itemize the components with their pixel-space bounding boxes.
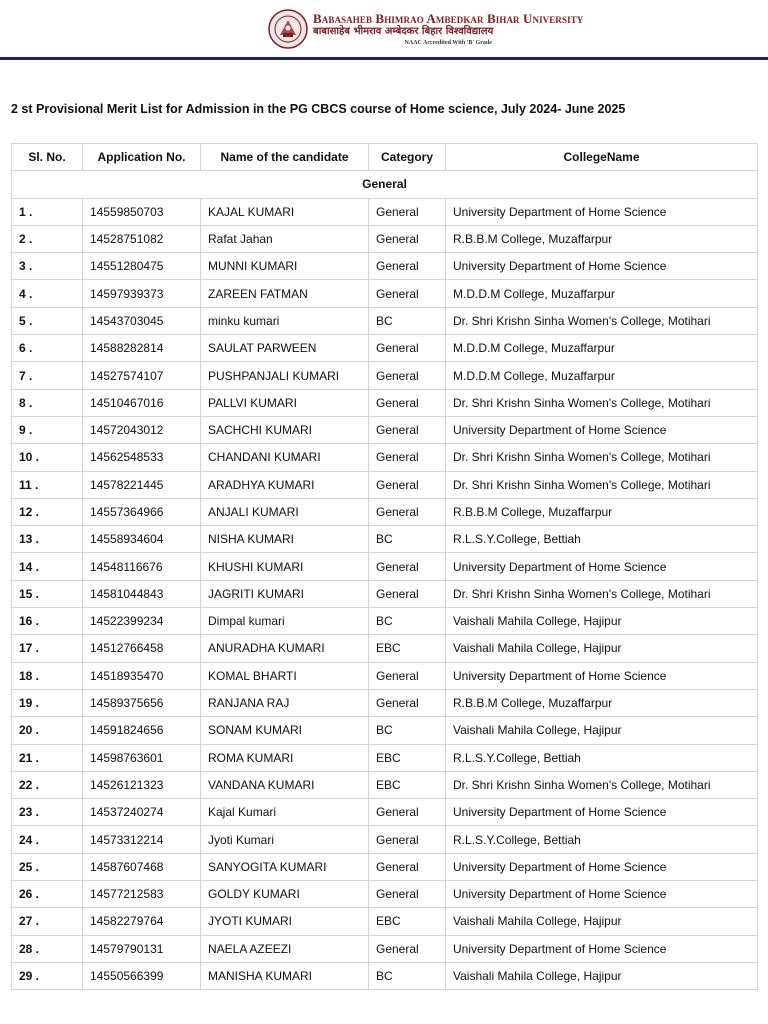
candidate-name-cell: SACHCHI KUMARI	[201, 416, 369, 443]
application-no-cell: 14526121323	[83, 771, 201, 798]
category-cell: BC	[369, 526, 446, 553]
category-cell: General	[369, 689, 446, 716]
application-no-cell: 14543703045	[83, 307, 201, 334]
table-row	[12, 717, 758, 744]
sl-no-cell: 2 .	[12, 225, 83, 252]
college-name-cell: Dr. Shri Krishn Sinha Women's College, Motihari	[446, 471, 758, 498]
sl-no-cell: 11 .	[12, 471, 83, 498]
college-name-cell: Dr. Shri Krishn Sinha Women's College, Motihari	[446, 580, 758, 607]
candidate-name-cell: Kajal Kumari	[201, 799, 369, 826]
college-name-cell: R.B.B.M College, Muzaffarpur	[446, 689, 758, 716]
college-name-cell: Vaishali Mahila College, Hajipur	[446, 717, 758, 744]
category-cell: General	[369, 280, 446, 307]
college-name-cell: M.D.D.M College, Muzaffarpur	[446, 335, 758, 362]
category-cell: General	[369, 498, 446, 525]
category-cell: General	[369, 389, 446, 416]
candidate-name-cell: JYOTI KUMARI	[201, 908, 369, 935]
candidate-name-cell: PUSHPANJALI KUMARI	[201, 362, 369, 389]
college-name-cell: University Department of Home Science	[446, 881, 758, 908]
sl-no-cell: 12 .	[12, 498, 83, 525]
college-name-cell: University Department of Home Science	[446, 553, 758, 580]
table-row	[12, 526, 758, 553]
sl-no-cell: 15 .	[12, 580, 83, 607]
college-name-cell: University Department of Home Science	[446, 253, 758, 280]
table-row	[12, 580, 758, 607]
candidate-name-cell: NISHA KUMARI	[201, 526, 369, 553]
table-row	[12, 935, 758, 962]
candidate-name-cell: JAGRITI KUMARI	[201, 580, 369, 607]
college-name-cell: R.L.S.Y.College, Bettiah	[446, 744, 758, 771]
candidate-name-cell: PALLVI KUMARI	[201, 389, 369, 416]
column-header-category: Category	[369, 144, 446, 171]
table-row	[12, 826, 758, 853]
category-cell: General	[369, 362, 446, 389]
sl-no-cell: 14 .	[12, 553, 83, 580]
category-cell: General	[369, 799, 446, 826]
category-cell: BC	[369, 307, 446, 334]
column-header-sl-no: Sl. No.	[12, 144, 83, 171]
table-row	[12, 307, 758, 334]
application-no-cell: 14587607468	[83, 853, 201, 880]
category-cell: EBC	[369, 908, 446, 935]
category-cell: General	[369, 225, 446, 252]
table-row	[12, 662, 758, 689]
category-cell: General	[369, 881, 446, 908]
application-no-cell: 14577212583	[83, 881, 201, 908]
application-no-cell: 14588282814	[83, 335, 201, 362]
sl-no-cell: 16 .	[12, 608, 83, 635]
sl-no-cell: 20 .	[12, 717, 83, 744]
sl-no-cell: 10 .	[12, 444, 83, 471]
table-row	[12, 362, 758, 389]
college-name-cell: Dr. Shri Krishn Sinha Women's College, Motihari	[446, 771, 758, 798]
table-row	[12, 253, 758, 280]
merit-list-table	[11, 143, 758, 990]
category-cell: General	[369, 826, 446, 853]
college-name-cell: Vaishali Mahila College, Hajipur	[446, 908, 758, 935]
group-label: General	[12, 171, 758, 198]
sl-no-cell: 5 .	[12, 307, 83, 334]
application-no-cell: 14597939373	[83, 280, 201, 307]
column-header-college-name: CollegeName	[446, 144, 758, 171]
accreditation-text: NAAC Accredited With 'B' Grade	[404, 40, 492, 46]
application-no-cell: 14558934604	[83, 526, 201, 553]
table-row	[12, 744, 758, 771]
table-row	[12, 635, 758, 662]
sl-no-cell: 19 .	[12, 689, 83, 716]
application-no-cell: 14528751082	[83, 225, 201, 252]
application-no-cell: 14550566399	[83, 962, 201, 989]
college-name-cell: R.L.S.Y.College, Bettiah	[446, 526, 758, 553]
college-name-cell: Dr. Shri Krishn Sinha Women's College, Motihari	[446, 444, 758, 471]
sl-no-cell: 9 .	[12, 416, 83, 443]
candidate-name-cell: Dimpal kumari	[201, 608, 369, 635]
candidate-name-cell: RANJANA RAJ	[201, 689, 369, 716]
sl-no-cell: 7 .	[12, 362, 83, 389]
candidate-name-cell: KHUSHI KUMARI	[201, 553, 369, 580]
sl-no-cell: 24 .	[12, 826, 83, 853]
application-no-cell: 14557364966	[83, 498, 201, 525]
category-cell: General	[369, 416, 446, 443]
college-name-cell: R.B.B.M College, Muzaffarpur	[446, 498, 758, 525]
college-name-cell: University Department of Home Science	[446, 662, 758, 689]
sl-no-cell: 29 .	[12, 962, 83, 989]
application-no-cell: 14537240274	[83, 799, 201, 826]
college-name-cell: Vaishali Mahila College, Hajipur	[446, 608, 758, 635]
university-name-hindi: बाबासाहेब भीमराव अम्बेदकर बिहार विश्वविद्यालय	[313, 26, 494, 37]
application-no-cell: 14581044843	[83, 580, 201, 607]
candidate-name-cell: GOLDY KUMARI	[201, 881, 369, 908]
table-row	[12, 908, 758, 935]
category-cell: General	[369, 335, 446, 362]
application-no-cell: 14598763601	[83, 744, 201, 771]
category-cell: EBC	[369, 744, 446, 771]
college-name-cell: M.D.D.M College, Muzaffarpur	[446, 362, 758, 389]
application-no-cell: 14582279764	[83, 908, 201, 935]
candidate-name-cell: Jyoti Kumari	[201, 826, 369, 853]
application-no-cell: 14589375656	[83, 689, 201, 716]
table-row	[12, 471, 758, 498]
category-cell: General	[369, 553, 446, 580]
table-row	[12, 689, 758, 716]
college-name-cell: M.D.D.M College, Muzaffarpur	[446, 280, 758, 307]
university-logo	[268, 9, 583, 49]
application-no-cell: 14572043012	[83, 416, 201, 443]
application-no-cell: 14559850703	[83, 198, 201, 225]
table-row	[12, 881, 758, 908]
university-name-english: Babasaheb Bhimrao Ambedkar Bihar University	[313, 11, 584, 26]
candidate-name-cell: NAELA AZEEZI	[201, 935, 369, 962]
candidate-name-cell: ARADHYA KUMARI	[201, 471, 369, 498]
sl-no-cell: 17 .	[12, 635, 83, 662]
category-cell: General	[369, 444, 446, 471]
application-no-cell: 14578221445	[83, 471, 201, 498]
category-cell: General	[369, 662, 446, 689]
table-row	[12, 198, 758, 225]
college-name-cell: R.L.S.Y.College, Bettiah	[446, 826, 758, 853]
college-name-cell: University Department of Home Science	[446, 853, 758, 880]
application-no-cell: 14573312214	[83, 826, 201, 853]
candidate-name-cell: SAULAT PARWEEN	[201, 335, 369, 362]
sl-no-cell: 13 .	[12, 526, 83, 553]
university-seal-icon	[268, 9, 308, 49]
page-header	[0, 0, 768, 60]
college-name-cell: University Department of Home Science	[446, 799, 758, 826]
college-name-cell: Vaishali Mahila College, Hajipur	[446, 635, 758, 662]
candidate-name-cell: Rafat Jahan	[201, 225, 369, 252]
candidate-name-cell: SONAM KUMARI	[201, 717, 369, 744]
table-row	[12, 280, 758, 307]
column-header-candidate-name: Name of the candidate	[201, 144, 369, 171]
sl-no-cell: 26 .	[12, 881, 83, 908]
category-cell: General	[369, 253, 446, 280]
college-name-cell: Dr. Shri Krishn Sinha Women's College, Motihari	[446, 307, 758, 334]
candidate-name-cell: ANURADHA KUMARI	[201, 635, 369, 662]
college-name-cell: R.B.B.M College, Muzaffarpur	[446, 225, 758, 252]
sl-no-cell: 6 .	[12, 335, 83, 362]
candidate-name-cell: ZAREEN FATMAN	[201, 280, 369, 307]
candidate-name-cell: MUNNI KUMARI	[201, 253, 369, 280]
sl-no-cell: 3 .	[12, 253, 83, 280]
candidate-name-cell: KOMAL BHARTI	[201, 662, 369, 689]
college-name-cell: Vaishali Mahila College, Hajipur	[446, 962, 758, 989]
sl-no-cell: 18 .	[12, 662, 83, 689]
sl-no-cell: 22 .	[12, 771, 83, 798]
table-row	[12, 771, 758, 798]
table-row	[12, 853, 758, 880]
category-cell: General	[369, 580, 446, 607]
application-no-cell: 14512766458	[83, 635, 201, 662]
table-header-row	[12, 144, 758, 171]
sl-no-cell: 4 .	[12, 280, 83, 307]
application-no-cell: 14591824656	[83, 717, 201, 744]
application-no-cell: 14579790131	[83, 935, 201, 962]
category-cell: BC	[369, 717, 446, 744]
application-no-cell: 14522399234	[83, 608, 201, 635]
sl-no-cell: 8 .	[12, 389, 83, 416]
candidate-name-cell: CHANDANI KUMARI	[201, 444, 369, 471]
college-name-cell: Dr. Shri Krishn Sinha Women's College, Motihari	[446, 389, 758, 416]
category-cell: BC	[369, 962, 446, 989]
college-name-cell: University Department of Home Science	[446, 416, 758, 443]
college-name-cell: University Department of Home Science	[446, 198, 758, 225]
category-cell: EBC	[369, 771, 446, 798]
category-cell: General	[369, 853, 446, 880]
sl-no-cell: 21 .	[12, 744, 83, 771]
column-header-application-no: Application No.	[83, 144, 201, 171]
candidate-name-cell: ANJALI KUMARI	[201, 498, 369, 525]
table-row	[12, 416, 758, 443]
table-row	[12, 225, 758, 252]
category-cell: General	[369, 935, 446, 962]
candidate-name-cell: VANDANA KUMARI	[201, 771, 369, 798]
category-cell: General	[369, 471, 446, 498]
application-no-cell: 14562548533	[83, 444, 201, 471]
table-row	[12, 335, 758, 362]
page-title: 2 st Provisional Merit List for Admission in the PG CBCS course of Home science, July 2024- June 2025	[11, 102, 626, 116]
category-cell: BC	[369, 608, 446, 635]
candidate-name-cell: SANYOGITA KUMARI	[201, 853, 369, 880]
table-row	[12, 444, 758, 471]
category-cell: EBC	[369, 635, 446, 662]
candidate-name-cell: KAJAL KUMARI	[201, 198, 369, 225]
sl-no-cell: 28 .	[12, 935, 83, 962]
application-no-cell: 14548116676	[83, 553, 201, 580]
college-name-cell: University Department of Home Science	[446, 935, 758, 962]
group-row	[12, 171, 758, 198]
candidate-name-cell: ROMA KUMARI	[201, 744, 369, 771]
application-no-cell: 14527574107	[83, 362, 201, 389]
application-no-cell: 14510467016	[83, 389, 201, 416]
table-row	[12, 553, 758, 580]
application-no-cell: 14518935470	[83, 662, 201, 689]
sl-no-cell: 23 .	[12, 799, 83, 826]
table-row	[12, 608, 758, 635]
table-row	[12, 498, 758, 525]
candidate-name-cell: minku kumari	[201, 307, 369, 334]
table-row	[12, 389, 758, 416]
sl-no-cell: 1 .	[12, 198, 83, 225]
sl-no-cell: 27 .	[12, 908, 83, 935]
candidate-name-cell: MANISHA KUMARI	[201, 962, 369, 989]
application-no-cell: 14551280475	[83, 253, 201, 280]
sl-no-cell: 25 .	[12, 853, 83, 880]
category-cell: General	[369, 198, 446, 225]
table-row	[12, 799, 758, 826]
table-row	[12, 962, 758, 989]
